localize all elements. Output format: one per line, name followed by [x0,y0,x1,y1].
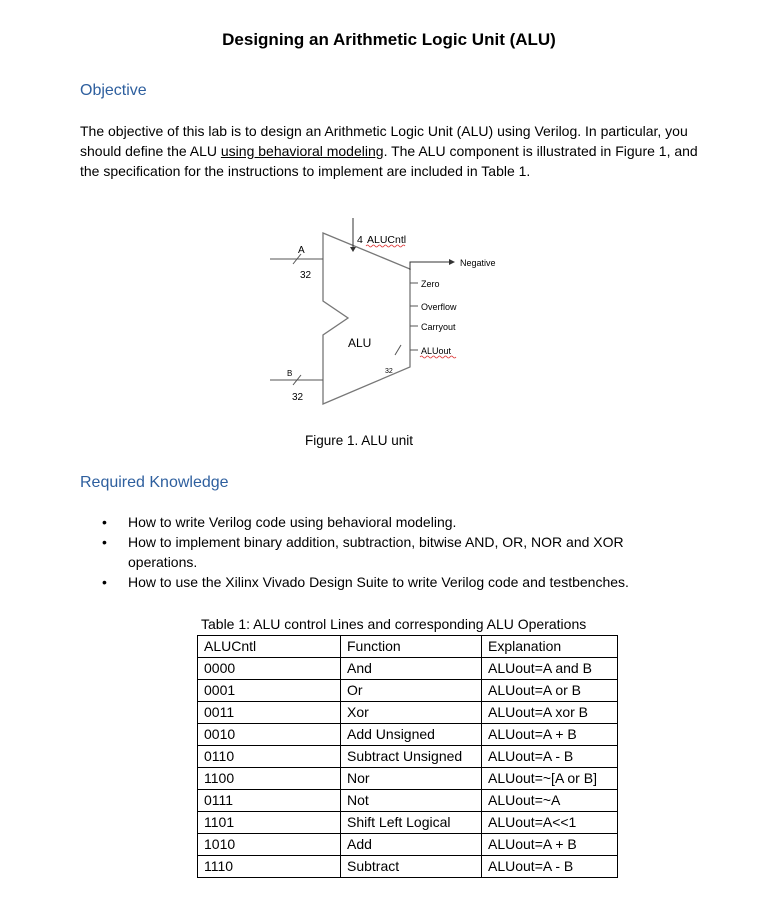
header-function: Function [341,636,482,658]
list-item [100,532,660,572]
cell-explanation: ALUout=A xor B [482,702,618,724]
cell-explanation: ALUout=A - B [482,856,618,878]
negative-arrowhead [449,259,455,265]
cell-alucntl: 1010 [198,834,341,856]
cell-explanation: ALUout=~[A or B] [482,768,618,790]
list-item [100,572,660,592]
cell-function: And [341,658,482,680]
cell-alucntl: 1110 [198,856,341,878]
zero-label: Zero [421,279,440,289]
table-row [198,790,618,812]
alu-label: ALU [348,336,372,350]
aluout-label: ALUout [421,346,452,356]
bullet-glyph: • [102,534,107,550]
aluout-squiggle [420,356,456,358]
input-b-width: 32 [292,392,304,403]
header-explanation: Explanation [482,636,618,658]
table-row [198,856,618,878]
objective-text-b: . The ALU component is illustrated in Figure 1, and the specification for the instructions to implement are included in Table 1. [80,143,698,179]
header-alucntl: ALUCntl [198,636,341,658]
cell-explanation: ALUout=A and B [482,658,618,680]
cell-explanation: ALUout=A or B [482,680,618,702]
bullet-glyph: • [102,514,107,530]
list-item-text: How to use the Xilinx Vivado Design Suite to write Verilog code and testbenches. [128,574,629,590]
cell-alucntl: 0110 [198,746,341,768]
page-title: Designing an Arithmetic Logic Unit (ALU) [222,30,556,49]
cell-function: Not [341,790,482,812]
input-a-width: 32 [300,270,312,281]
cell-function: Add Unsigned [341,724,482,746]
table-header-row [198,636,618,658]
alucntl-arrowhead [350,247,356,252]
bullet-glyph: • [102,574,107,590]
required-knowledge-heading: Required Knowledge [80,474,229,491]
cell-alucntl: 0001 [198,680,341,702]
cell-explanation: ALUout=A - B [482,746,618,768]
table-row [198,680,618,702]
list-item-text: How to implement binary addition, subtraction, bitwise AND, OR, NOR and XOR operations. [128,534,624,570]
cell-alucntl: 1100 [198,768,341,790]
cell-alucntl: 0000 [198,658,341,680]
cell-explanation: ALUout=~A [482,790,618,812]
cell-alucntl: 1101 [198,812,341,834]
aluout-slash [395,345,401,355]
objective-text-a: The objective of this lab is to design an Arithmetic Logic Unit (ALU) using Verilog. In particular, you should define the ALU [80,123,688,159]
input-a-label: A [298,245,305,256]
cell-function: Subtract [341,856,482,878]
alucntl-label: ALUCntl [367,234,407,246]
aluout-width: 32 [385,368,393,375]
negative-label: Negative [460,258,496,268]
cell-function: Or [341,680,482,702]
cell-function: Subtract Unsigned [341,746,482,768]
table-caption: Table 1: ALU control Lines and corresponding ALU Operations [201,616,587,632]
table-row [198,768,618,790]
table-row [198,658,618,680]
negative-line [410,262,450,270]
cell-explanation: ALUout=A + B [482,834,618,856]
alu-shape [323,233,410,404]
cell-alucntl: 0011 [198,702,341,724]
cell-explanation: ALUout=A + B [482,724,618,746]
cell-alucntl: 0111 [198,790,341,812]
overflow-label: Overflow [421,302,457,312]
cell-function: Shift Left Logical [341,812,482,834]
behavioral-modeling-underlined: using behavioral modeling [220,143,384,159]
cell-alucntl: 0010 [198,724,341,746]
alu-operations-table [197,635,618,878]
cell-function: Nor [341,768,482,790]
carryout-label: Carryout [421,322,456,332]
figure-caption: Figure 1. ALU unit [305,433,414,448]
alucntl-width: 4 [357,234,363,246]
required-knowledge-list [100,512,660,592]
input-b-label: B [287,369,293,378]
list-item [100,512,660,532]
cell-explanation: ALUout=A<<1 [482,812,618,834]
table-row [198,812,618,834]
cell-function: Add [341,834,482,856]
cell-function: Xor [341,702,482,724]
table-row [198,834,618,856]
table-row [198,746,618,768]
objective-heading: Objective [80,82,147,99]
list-item-text: How to write Verilog code using behavioral modeling. [128,514,457,530]
table-row [198,702,618,724]
table-row [198,724,618,746]
